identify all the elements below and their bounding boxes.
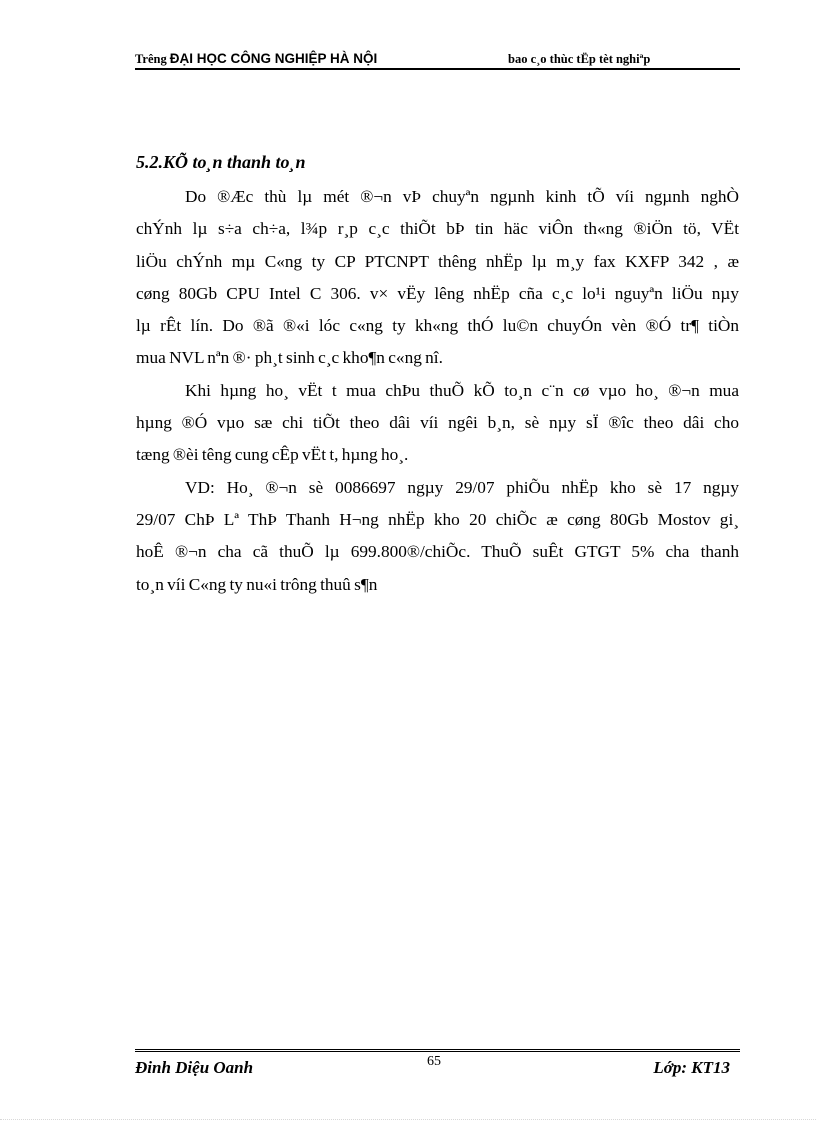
text-line: tæng ®èi têng cung cÊp vËt t, hµng ho¸. — [136, 445, 409, 465]
text-line: hµng ®Ó vµo sæ chi tiÕt theo dâi víi ngêi b¸n, sè nµy sÏ ®îc theo dâi cho — [136, 413, 739, 433]
text-line: liÖu chÝnh mµ C«ng ty CP PTCNPT thêng nhËp lµ m¸y fax KXFP 342 , æ — [136, 251, 739, 271]
text-line: to¸n víi C«ng ty nu«i trông thuû s¶n — [136, 574, 378, 594]
section-heading: 5.2.KÕ to¸n thanh to¸n — [136, 152, 306, 172]
page-footer — [135, 1049, 740, 1082]
text-line: VD: Ho¸ ®¬n sè 0086697 ngµy 29/07 phiÕu nhËp kho sè 17 ngµy — [185, 477, 739, 497]
text-line: 29/07 ChÞ Lª ThÞ Thanh H¬ng nhËp kho 20 chiÕc æ cøng 80Gb Mostov gi¸ — [136, 509, 739, 529]
text-line: lµ rÊt lín. Do ®ã ®«i lóc c«ng ty kh«ng thÓ lu©n chuyÓn vèn ®Ó tr¶ tiÒn — [136, 316, 739, 336]
text-line: mua NVL nªn ®· ph¸t sinh c¸c kho¶n c«ng nî. — [136, 348, 443, 368]
body-text — [136, 181, 739, 601]
footer-class: Lớp: KT13 — [653, 1058, 730, 1077]
header-left — [135, 51, 377, 67]
header-university: ĐẠI HỌC CÔNG NGHIỆP HÀ NỘI — [169, 51, 378, 66]
page-edge-divider — [0, 1119, 816, 1120]
text-line: Do ®Æc thù lµ mét ®¬n vÞ chuyªn ngµnh kinh tÕ víi ngµnh nghÒ — [185, 187, 739, 206]
text-line: hoÊ ®¬n cha cã thuÕ lµ 699.800®/chiÕc. ThuÕ suÊt GTGT 5% cha thanh — [136, 542, 739, 562]
page-header — [135, 48, 740, 70]
header-report-title: bao c¸o thùc tËp tèt nghiªp — [508, 52, 651, 66]
header-prefix: Trêng — [135, 52, 167, 66]
text-line: chÝnh lµ s÷a ch÷a, l¾p r¸p c¸c thiÕt bÞ tin häc viÔn th«ng ®iÖn tö, VËt — [136, 219, 739, 239]
text-line: cøng 80Gb CPU Intel C 306. v× vËy lêng nhËp cña c¸c lo¹i nguyªn liÖu nµy — [136, 283, 739, 303]
page-number: 65 — [427, 1054, 441, 1069]
text-line: Khi hµng ho¸ vËt t mua chÞu thuÕ kÕ to¸n c¨n cø vµo ho¸ ®¬n mua — [185, 380, 739, 400]
footer-author: Đinh Diệu Oanh — [135, 1058, 254, 1077]
